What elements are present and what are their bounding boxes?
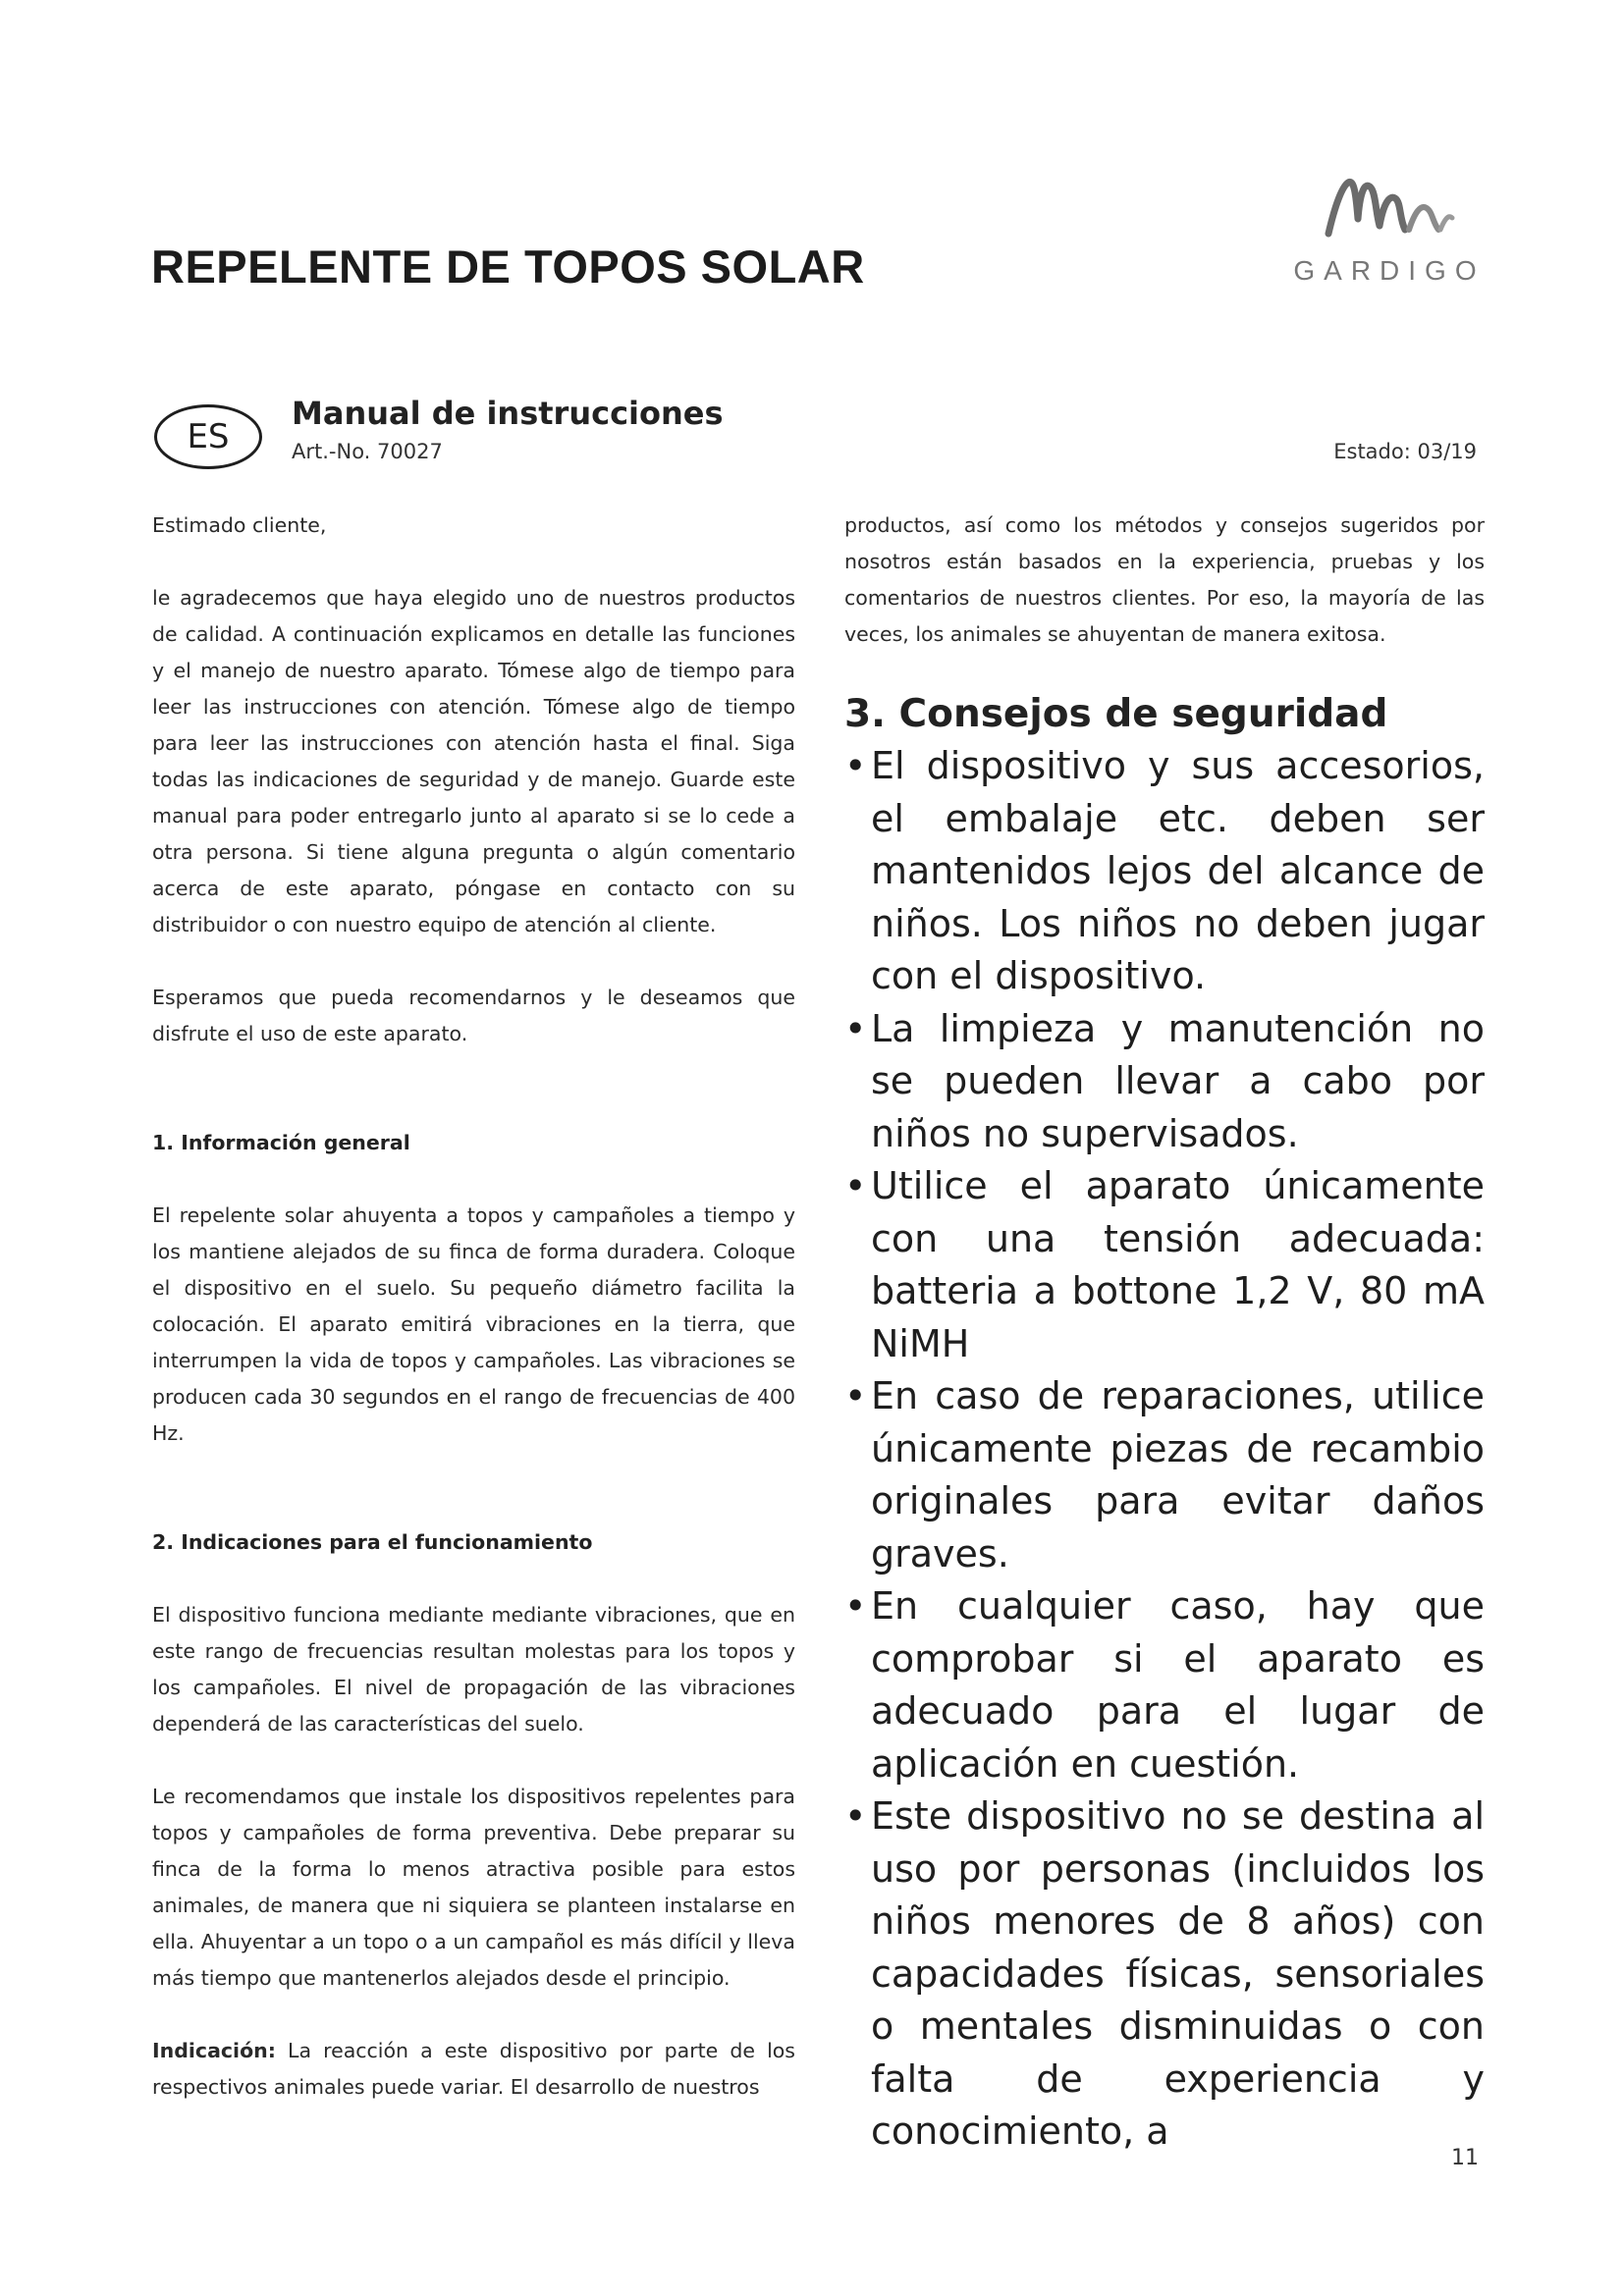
- section2-text2: Le recomendamos que instale los dispositivos repelentes para topos y campañoles de forma preventiva. Debe preparar su finca de la forma lo menos atractiva posible para estos animales, de manera que ni siquiera se planteen instalarse en ella. Ahuyentar a un topo o a un campañol es más difícil y lleva más tiempo que mantenerlos alejados desde el principio.: [152, 1785, 795, 1990]
- indication-text: La reacción a este dispositivo por parte de los respectivos animales puede variar. El desarrollo de nuestros: [152, 2039, 795, 2099]
- section2-text1: El dispositivo funciona mediante mediante vibraciones, que en este rango de frecuencias resultan molestas para los topos y los campañoles. El nivel de propagación de las vibraciones dependerá de las características del suelo.: [152, 1603, 795, 1735]
- page-number: 11: [1451, 2146, 1479, 2170]
- gardigo-logo-icon: [1291, 165, 1488, 253]
- section2-heading: 2. Indicaciones para el funcionamiento: [152, 1530, 593, 1554]
- indication-paragraph: [152, 2033, 795, 2106]
- greeting: Estimado cliente,: [152, 513, 327, 537]
- gardigo-logo: [1291, 165, 1488, 288]
- list-item: • En caso de reparaciones, utilice únicamente piezas de recambio originales para evitar daños graves.: [844, 1370, 1485, 1580]
- safety-list: [844, 740, 1485, 2159]
- intro-paragraph: le agradecemos que haya elegido uno de nuestros productos de calidad. A continuación explicamos en detalle las funciones y el manejo de nuestro aparato. Tómese algo de tiempo para leer las instrucciones con atención. Tómese algo de tiempo para leer las instrucciones con atención hasta el final. Siga todas las indicaciones de seguridad y de manejo. Guarde este manual para poder entregarlo junto al aparato si se lo cede a otra persona. Si tiene alguna pregunta o algún comentario acerca de este aparato, póngase en contacto con su distribuidor o con nuestro equipo de atención al cliente.: [152, 586, 795, 936]
- bullet-icon: •: [844, 1374, 867, 1417]
- logo-wordmark: GARDIGO: [1293, 255, 1486, 286]
- bullet-icon: •: [844, 1584, 867, 1628]
- section1-heading: 1. Información general: [152, 1131, 410, 1154]
- list-item: • Este dispositivo no se destina al uso por personas (incluidos los niños menores de 8 años) con capacidades físicas, sensoriales o mentales disminuidas o con falta de experiencia y conocimiento, a: [844, 1790, 1485, 2159]
- page-title: REPELENTE DE TOPOS SOLAR: [151, 240, 865, 293]
- article-number: Art.-No. 70027: [292, 440, 443, 463]
- continuation-text: productos, así como los métodos y consejos sugeridos por nosotros están basados en la experiencia, pruebas y los comentarios de nuestros clientes. Por eso, la mayoría de las veces, los animales se ahuyentan de manera exitosa.: [844, 513, 1485, 646]
- section1-text: El repelente solar ahuyenta a topos y campañoles a tiempo y los mantiene alejados de su finca de forma duradera. Coloque el dispositivo en el suelo. Su pequeño diámetro facilita la colocación. El aparato emitirá vibraciones en la tierra, que interrumpen la vida de topos y campañoles. Las vibraciones se producen cada 30 segundos en el rango de frecuencias de 400 Hz.: [152, 1203, 795, 1445]
- left-column: [152, 507, 795, 2106]
- right-column: [844, 507, 1485, 2159]
- list-item: • Utilice el aparato únicamente con una tensión adecuada: batteria a bottone 1,2 V, 80 mA NiMH: [844, 1160, 1485, 1370]
- section3-heading: 3. Consejos de seguridad: [844, 692, 1388, 736]
- bullet-icon: •: [844, 1164, 867, 1207]
- language-badge: ES: [154, 404, 262, 469]
- bullet-icon: •: [844, 744, 867, 787]
- bullet-icon: •: [844, 1006, 867, 1050]
- list-item: • La limpieza y manutención no se pueden llevar a cabo por niños no supervisados.: [844, 1003, 1485, 1161]
- list-item: • En cualquier caso, hay que comprobar si el aparato es adecuado para el lugar de aplicación en cuestión.: [844, 1580, 1485, 1790]
- bullet-icon: •: [844, 1794, 867, 1838]
- list-item: • El dispositivo y sus accesorios, el embalaje etc. deben ser mantenidos lejos del alcance de niños. Los niños no deben jugar con el dispositivo.: [844, 740, 1485, 1003]
- revision-status: Estado: 03/19: [1333, 440, 1477, 463]
- indication-label: Indicación:: [152, 2039, 276, 2062]
- intro-closing: Esperamos que pueda recomendarnos y le deseamos que disfrute el uso de este aparato.: [152, 986, 795, 1045]
- manual-title: Manual de instrucciones: [292, 395, 724, 432]
